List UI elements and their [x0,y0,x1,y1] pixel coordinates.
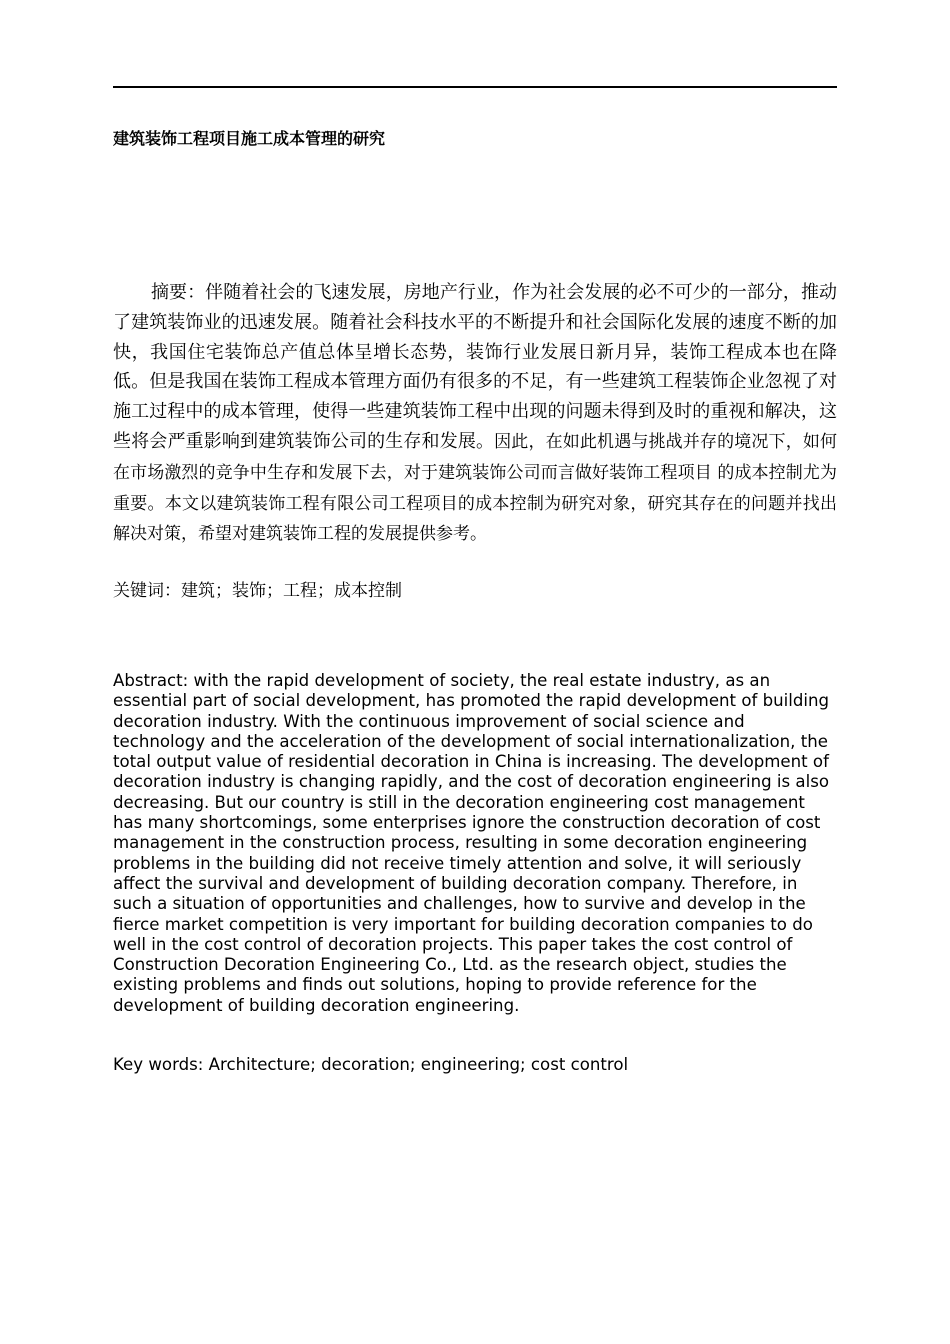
keywords-chinese: 关键词：建筑；装饰；工程；成本控制 [113,581,402,601]
abstract-chinese-main: 摘要：伴随着社会的飞速发展，房地产行业，作为社会发展的必不可少的一部分，推动了建筑装饰业的迅速发展。随着社会科技水平的不断提升和社会国际化发展的速度不断的加快，我国住宅装饰总产值总体呈增长态势，装饰行业发展日新月异，装饰工程成本也在降低。但是我国在装饰工程成本管理方面仍有很多的不足，有一些建筑工程装饰企业忽视了对施工过程中的成本管理，使得一些建筑装饰工程中出现的问题未得到及时的重视和解决，这些将会严重影响到建筑装饰公司的生存和发展。 [113,282,837,452]
header-rule [113,86,837,88]
paper-title: 建筑装饰工程项目施工成本管理的研究 [113,129,386,148]
abstract-chinese [113,278,837,550]
abstract-english: Abstract: with the rapid development of society, the real estate industry, as an essential part of social development, has promoted the rapid development of building decoration industry. With the continuous improvement of social science and technology and the acceleration of the development of social internationalization, the total output value of residential decoration in China is increasing. The development of decoration industry is changing rapidly, and the cost of decoration engineering is also decreasing. But our country is still in the decoration engineering cost management has many shortcomings, some enterprises ignore the construction decoration of cost management in the construction process, resulting in some decoration engineering problems in the building did not receive timely attention and solve, it will seriously affect the survival and development of building decoration company. Therefore, in such a situation of opportunities and challenges, how to survive and develop in the fierce market competition is very important for building decoration companies to do well in the cost control of decoration projects. This paper takes the cost control of Construction Decoration Engineering Co., Ltd. as the research object, studies the existing problems and finds out solutions, hoping to provide reference for the development of building decoration engineering. [113,671,830,1015]
abstract-chinese-tail: 因此，在如此机遇与挑战并存的境况下，如何 在市场激烈的竞争中生存和发展下去，对于建筑装饰公司而言做好装饰工程项目 的成本控制尤为重要。本文以建筑装饰工程有限公司工程项目的成本控制为研究对象，研究其存在的问题并找出解决对策，希望对建筑装饰工程的发展提供参考。 [113,431,838,545]
abstract-chinese-body [113,278,837,550]
keywords-english: Key words: Architecture; decoration; engineering; cost control [113,1055,629,1074]
